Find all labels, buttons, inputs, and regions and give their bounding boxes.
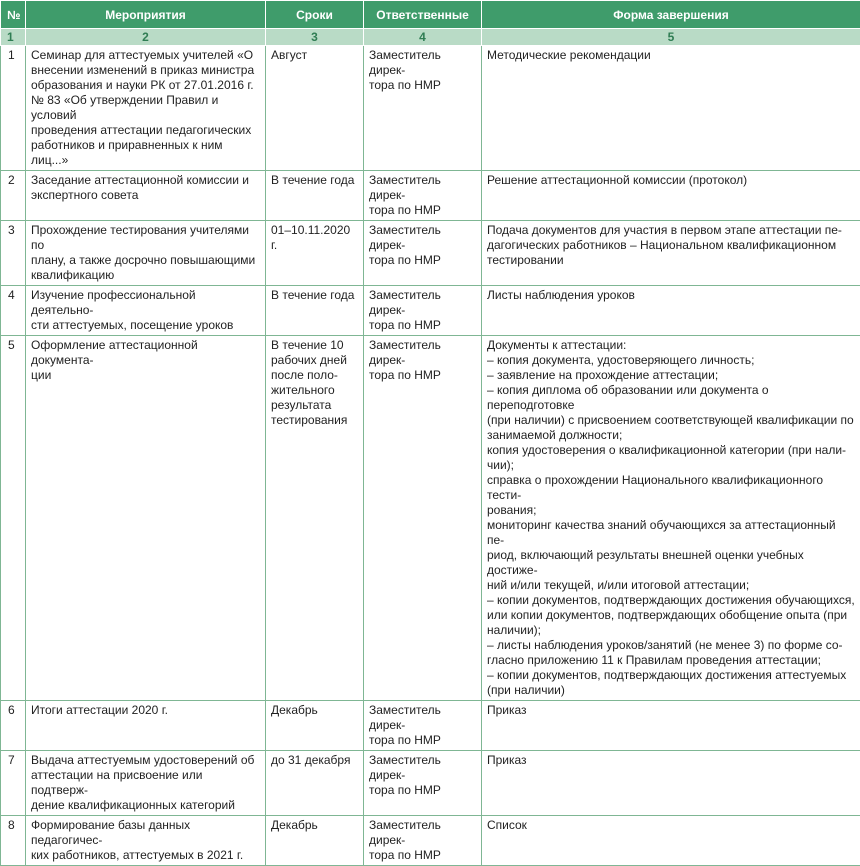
event-cell: Прохождение тестирования учителями по плану, а также досрочно повышающими квалификацию — [26, 221, 266, 286]
header-completion-form: Форма завершения — [482, 1, 860, 29]
row-number: 1 — [1, 46, 26, 171]
event-cell: Выдача аттестуемым удостоверений об аттестации на присвоение или подтверж- дение квалификационных категорий — [26, 751, 266, 816]
responsible-cell: Заместитель дирек- тора по НМР — [364, 171, 482, 221]
table-row — [1, 751, 860, 816]
row-number: 5 — [1, 336, 26, 701]
row-number: 2 — [1, 171, 26, 221]
table-row — [1, 336, 860, 701]
responsible-cell: Заместитель дирек- тора по НМР — [364, 221, 482, 286]
column-number: 5 — [482, 29, 860, 46]
header-responsible: Ответственные — [364, 1, 482, 29]
column-number: 4 — [364, 29, 482, 46]
event-cell: Семинар для аттестуемых учителей «О внесении изменений в приказ министра образования и науки РК от 27.01.2016 г. № 83 «Об утверждении Правил и условий проведения аттестации педагогических работников и приравненных к ним лиц...» — [26, 46, 266, 171]
table-row — [1, 286, 860, 336]
column-number: 1 — [1, 29, 26, 46]
row-number: 8 — [1, 816, 26, 866]
column-number: 3 — [266, 29, 364, 46]
column-numbers-row — [1, 29, 860, 46]
header-number: № — [1, 1, 26, 29]
completion-form-cell: Приказ — [482, 701, 860, 751]
completion-form-cell: Решение аттестационной комиссии (протокол) — [482, 171, 860, 221]
event-cell: Заседание аттестационной комиссии и экспертного совета — [26, 171, 266, 221]
completion-form-cell: Приказ — [482, 751, 860, 816]
table-row — [1, 816, 860, 866]
table-row — [1, 221, 860, 286]
completion-form-cell: Список — [482, 816, 860, 866]
event-cell: Формирование базы данных педагогичес- ких работников, аттестуемых в 2021 г. — [26, 816, 266, 866]
header-row — [1, 1, 860, 29]
completion-form-cell: Методические рекомендации — [482, 46, 860, 171]
term-cell: Август — [266, 46, 364, 171]
row-number: 6 — [1, 701, 26, 751]
responsible-cell: Заместитель дирек- тора по НМР — [364, 46, 482, 171]
header-terms: Сроки — [266, 1, 364, 29]
term-cell: В течение года — [266, 171, 364, 221]
responsible-cell: Заместитель дирек- тора по НМР — [364, 286, 482, 336]
table-row — [1, 171, 860, 221]
row-number: 7 — [1, 751, 26, 816]
term-cell: до 31 декабря — [266, 751, 364, 816]
term-cell: Декабрь — [266, 701, 364, 751]
event-cell: Итоги аттестации 2020 г. — [26, 701, 266, 751]
responsible-cell: Заместитель дирек- тора по НМР — [364, 336, 482, 701]
term-cell: Декабрь — [266, 816, 364, 866]
responsible-cell: Заместитель дирек- тора по НМР — [364, 751, 482, 816]
term-cell: 01–10.11.2020 г. — [266, 221, 364, 286]
event-cell: Оформление аттестационной документа- ции — [26, 336, 266, 701]
term-cell: В течение 10 рабочих дней после поло- жительного результата тестирования — [266, 336, 364, 701]
table-row — [1, 701, 860, 751]
header-events: Мероприятия — [26, 1, 266, 29]
row-number: 3 — [1, 221, 26, 286]
completion-form-cell: Листы наблюдения уроков — [482, 286, 860, 336]
responsible-cell: Заместитель дирек- тора по НМР — [364, 816, 482, 866]
completion-form-cell: Документы к аттестации: – копия документа, удостоверяющего личность; – заявление на прохождение аттестации; – копия диплома об образовании или документа о переподготовке (при наличии) с присвоением соответствующей квалификации по занимаемой должности; копия удостоверения о квалификационной категории (при нали- чии); справка о прохождении Национального квалификационного тести- рования; мониторинг качества знаний обучающихся за аттестационный пе- риод, включающий результаты внешней оценки учебных достиже- ний и/или текущей, и/или итоговой аттестации; – копии документов, подтверждающих достижения обучающихся, или копии документов, подтверждающих обобщение опыта (при наличии); – листы наблюдения уроков/занятий (не менее 3) по форме со- гласно приложению 11 к Правилам проведения аттестации; – копии документов, подтверждающих достижения аттестуемых (при наличии) — [482, 336, 860, 701]
row-number: 4 — [1, 286, 26, 336]
table-row — [1, 46, 860, 171]
column-number: 2 — [26, 29, 266, 46]
event-cell: Изучение профессиональной деятельно- сти аттестуемых, посещение уроков — [26, 286, 266, 336]
responsible-cell: Заместитель дирек- тора по НМР — [364, 701, 482, 751]
term-cell: В течение года — [266, 286, 364, 336]
completion-form-cell: Подача документов для участия в первом этапе аттестации пе- дагогических работников – Национальном квалификационном тестировании — [482, 221, 860, 286]
